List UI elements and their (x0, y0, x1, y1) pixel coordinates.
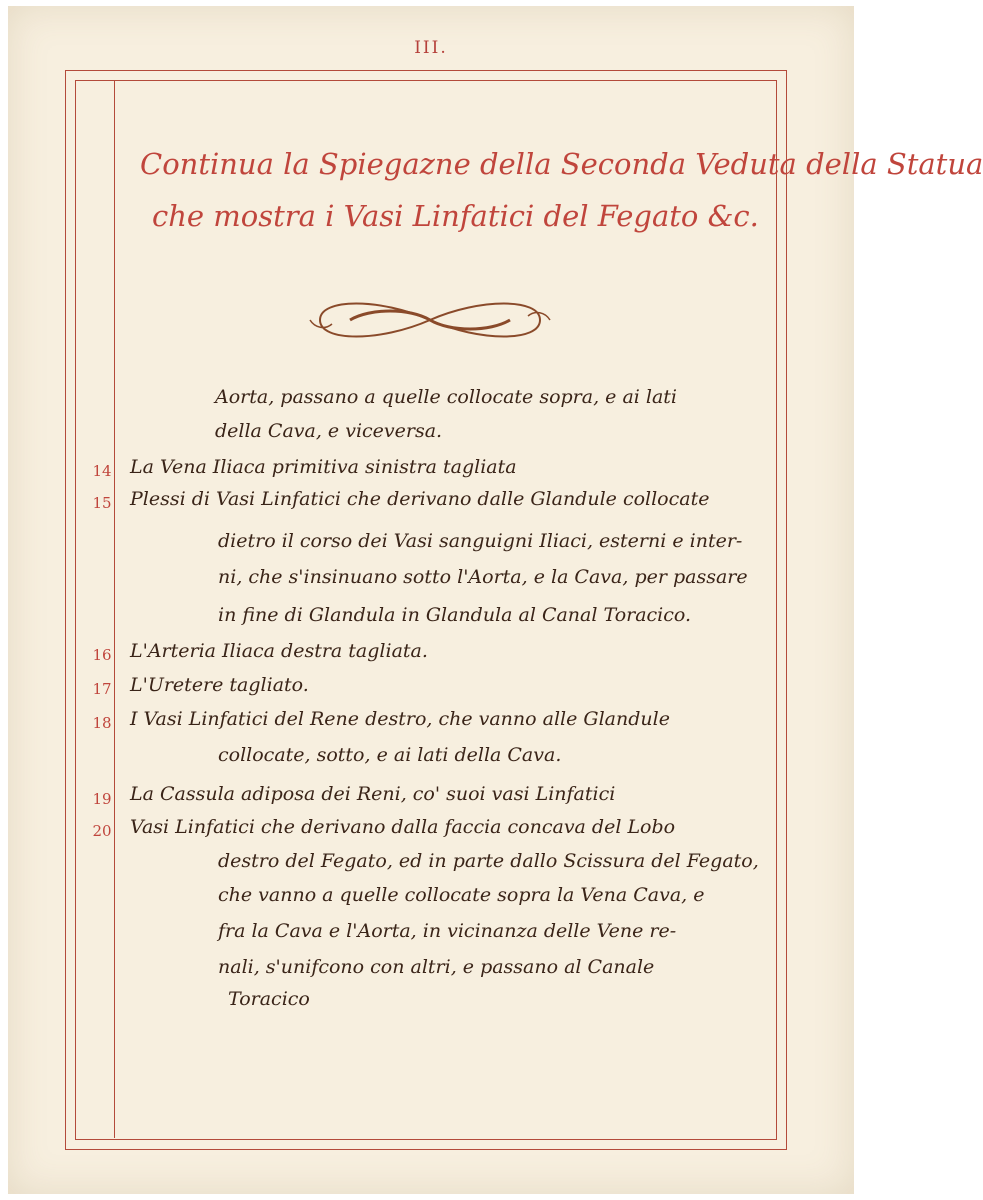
title-line-1: Continua la Spiegazne della Seconda Veduta della Statua (140, 147, 983, 181)
entry-line: L'Uretere tagliato. (130, 674, 309, 696)
entry-number: 19 (92, 790, 112, 808)
entry-number: 20 (92, 822, 112, 840)
entry-line: dietro il corso dei Vasi sanguigni Iliaci, esterni e inter- (218, 530, 743, 552)
entry-number: 14 (92, 462, 112, 480)
entry-number: 15 (92, 494, 112, 512)
entry-line: della Cava, e viceversa. (215, 420, 443, 442)
entry-line: L'Arteria Iliaca destra tagliata. (130, 640, 428, 662)
entry-number: 16 (92, 646, 112, 664)
page-title (140, 138, 983, 242)
entry-line: Vasi Linfatici che derivano dalla faccia concava del Lobo (130, 816, 676, 838)
entry-line: Toracico (228, 988, 310, 1010)
entry-line: nali, s'unifcono con altri, e passano al Canale (218, 956, 655, 978)
entry-line: I Vasi Linfatici del Rene destro, che vanno alle Glandule (130, 708, 670, 730)
entry-line: Aorta, passano a quelle collocate sopra, e ai lati (215, 386, 678, 408)
entry-number: 17 (92, 680, 112, 698)
entry-line: La Cassula adiposa dei Reni, co' suoi vasi Linfatici (130, 783, 616, 805)
calligraphic-flourish (310, 290, 550, 350)
entry-line: ni, che s'insinuano sotto l'Aorta, e la Cava, per passare (218, 566, 748, 588)
entry-line: in fine di Glandula in Glandula al Canal Toracico. (218, 604, 692, 626)
entry-line: destro del Fegato, ed in parte dallo Scissura del Fegato, (218, 850, 759, 872)
entry-number: 18 (92, 714, 112, 732)
entry-line: Plessi di Vasi Linfatici che derivano dalle Glandule collocate (130, 488, 710, 510)
entry-line: La Vena Iliaca primitiva sinistra tagliata (130, 456, 517, 478)
margin-rule (114, 81, 115, 1138)
entry-line: fra la Cava e l'Aorta, in vicinanza delle Vene re- (218, 920, 677, 942)
page-number: III. (414, 38, 448, 58)
title-line-2: che mostra i Vasi Linfatici del Fegato &c. (152, 199, 759, 233)
entry-line: che vanno a quelle collocate sopra la Vena Cava, e (218, 884, 705, 906)
entry-line: collocate, sotto, e ai lati della Cava. (218, 744, 562, 766)
